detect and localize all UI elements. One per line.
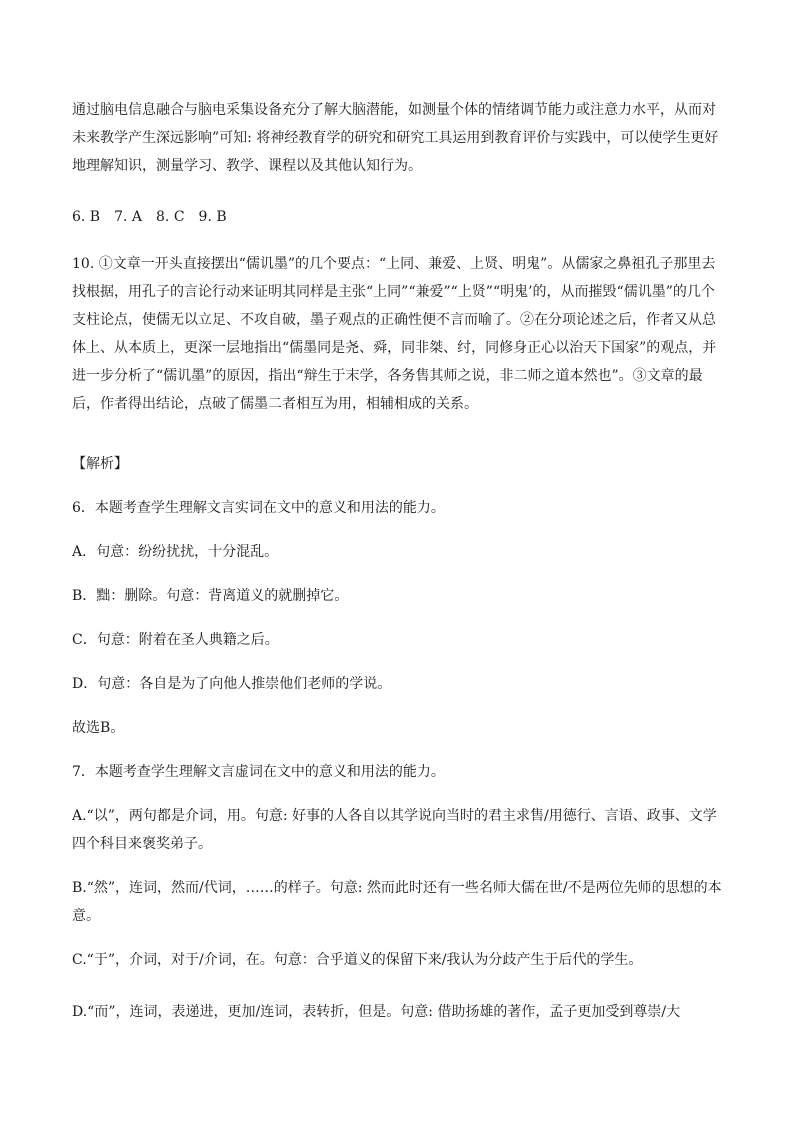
analysis-7-c: C.“于”，介词，对于/介词，在。句意：合乎道义的保留下来/我认为分歧产生于后代的学生。 [72,952,643,968]
answer-key-6-9: 6. B 7. A 8. C 9. B [72,209,227,225]
analysis-heading: 【解析】 [72,456,128,472]
analysis-6-title: 6．本题考查学生理解文言实词在文中的意义和用法的能力。 [72,500,445,516]
option-a: A．句意：纷纷扰扰，十分混乱。 [72,544,279,560]
option-b: B．黜：删除。句意：背离道义的就删掉它。 [72,588,349,604]
option-d: D．句意：各自是为了向他人推崇他们老师的学说。 [72,676,392,692]
paragraph-intro: 通过脑电信息融合与脑电采集设备充分了解大脑潜能，如测量个体的情绪调节能力或注意力水平，从而对未来教学产生深远影响”可知: 将神经教育学的研究和研究工具运用到教育评价与实践中，可以使学生更好地理解知识，测量学习、教学、课程以及其他认知行为。 [72,102,719,174]
answer-choice: 故选B。 [72,720,125,736]
analysis-7-d: D.“而”，连词，表递进，更加/连词，表转折，但是。句意: 借助扬雄的著作，孟子更加受到尊崇/大 [72,1004,681,1020]
analysis-7-title: 7．本题考查学生理解文言虚词在文中的意义和用法的能力。 [72,764,445,780]
answer-10: 10. ①文章一开头直接摆出“儒讥墨”的几个要点：“上同、兼爱、上贤、明鬼”。从儒家之鼻祖孔子那里去找根据，用孔子的言论行动来证明其同样是主张“上同”“兼爱”“上贤”“明鬼’的，从而摧毁“儒讥墨”的几个支柱论点，使儒无以立足、不攻自破，墨子观点的正确性便不言而喻了。②在分项论述之后，作者又从总体上、从本质上，更深一层地指出“儒墨同是尧、舜，同非桀、纣，同修身正心以治天下国家”的观点，并进一步分析了“儒讥墨”的原因，指出“辩生于末学，各务售其师之说，非二师之道本然也”。③文章的最后，作者得出结论，点破了儒墨二者相互为用，相辅相成的关系。 [72,256,717,412]
analysis-7-b: B.“然”，连词，然而/代词，……的样子。句意: 然而此时还有一些名师大儒在世/不是两位先师的思想的本意。 [72,880,722,924]
analysis-7-a: A.“以”，两句都是介词，用。句意: 好事的人各自以其学说向当时的君主求售/用德行、言语、政事、文学四个科目来褒奖弟子。 [72,808,717,852]
option-c: C．句意：附着在圣人典籍之后。 [72,632,279,648]
